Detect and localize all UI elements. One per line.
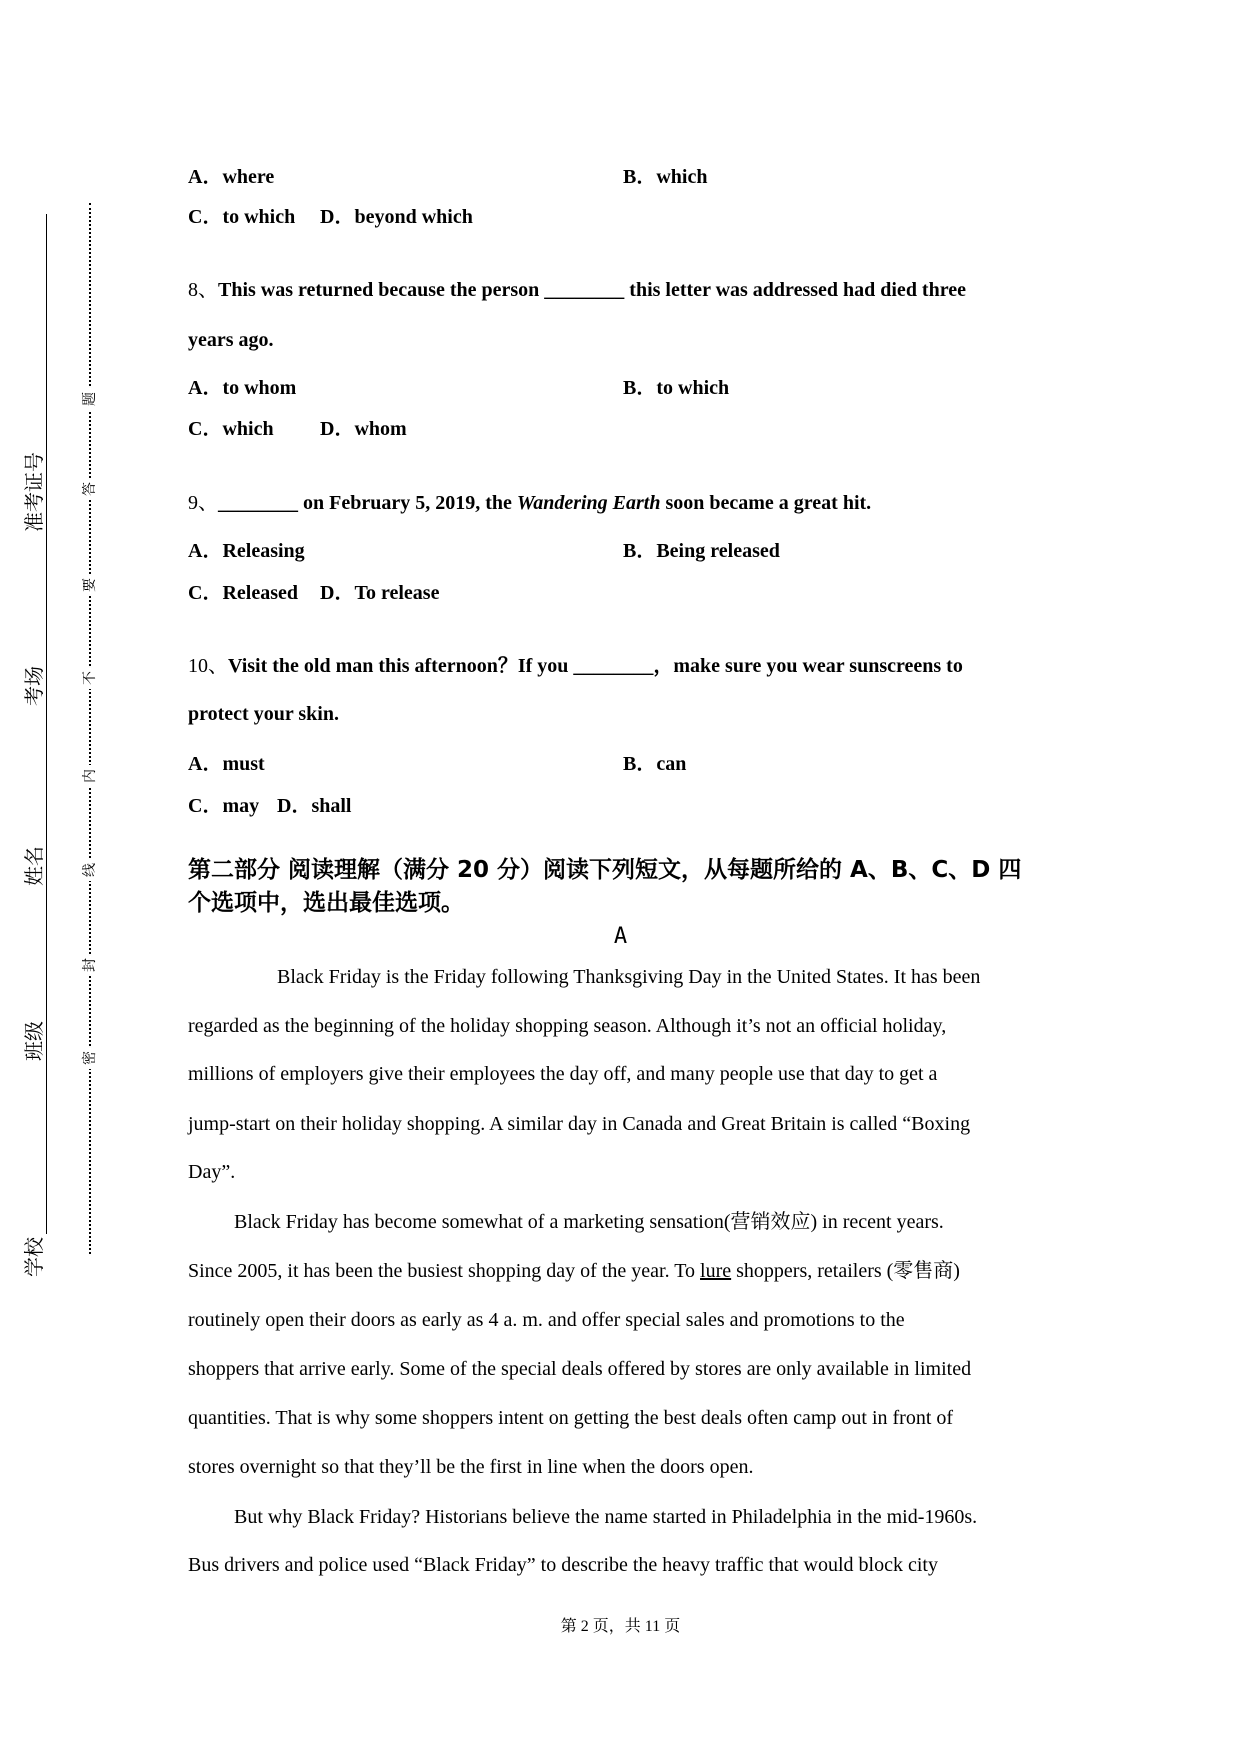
paragraph-text: Since 2005, it has been the busiest shopping day of the year. To	[188, 1260, 701, 1282]
option-text: to which	[222, 206, 296, 228]
paragraph-line: shoppers that arrive early. Some of the special deals offered by stores are only available in limited	[188, 1358, 972, 1380]
paragraph-line: Bus drivers and police used “Black Friday” to describe the heavy traffic that would block city	[188, 1554, 938, 1576]
field-label-school: 学校	[22, 1237, 46, 1277]
seal-notice-char: 线	[83, 859, 97, 881]
option-d	[320, 417, 407, 441]
section-heading-continued: 个选项中，选出最佳选项。	[188, 890, 464, 916]
question-stem-text: This was returned because the person ________ this letter was addressed had died three	[218, 279, 966, 301]
option-label: A．	[188, 540, 223, 562]
option-label: C．	[188, 795, 223, 817]
option-text: Releasing	[222, 540, 305, 562]
option-b	[623, 539, 780, 563]
option-text: where	[222, 166, 275, 188]
option-text: whom	[354, 418, 407, 440]
option-text: shall	[311, 795, 352, 817]
seal-notice-char: 内	[83, 765, 97, 787]
option-text: Released	[222, 582, 298, 604]
option-label: C．	[188, 582, 223, 604]
option-text: to whom	[222, 377, 297, 399]
paragraph-line: jump-start on their holiday shopping. A similar day in Canada and Great Britain is called “Boxing	[188, 1113, 971, 1135]
option-text: To release	[354, 582, 440, 604]
option-label: A．	[188, 377, 223, 399]
paragraph-line: millions of employers give their employees the day off, and many people use that day to get a	[188, 1063, 938, 1085]
movie-title: Wandering Earth	[516, 492, 661, 514]
option-label: B．	[623, 166, 657, 188]
seal-notice-char: 答	[83, 478, 97, 500]
option-c	[188, 417, 274, 441]
paragraph-text: shoppers, retailers (零售商)	[731, 1260, 960, 1282]
option-label: D．	[320, 418, 355, 440]
question-stem-text: Visit the old man this afternoon？If you ________，make sure you wear sunscreens to	[228, 655, 963, 677]
option-d	[320, 581, 439, 605]
option-a	[188, 376, 296, 400]
question-stem	[188, 278, 966, 302]
option-a	[188, 539, 305, 563]
question-stem-continued: years ago.	[188, 329, 274, 351]
passage-title: A	[613, 924, 628, 949]
option-label: A．	[188, 166, 223, 188]
question-number: 10、	[188, 655, 228, 677]
option-a	[188, 165, 274, 189]
option-label: B．	[623, 377, 657, 399]
question-stem	[188, 491, 871, 515]
option-label: D．	[320, 206, 355, 228]
seal-notice-char: 密	[83, 1047, 97, 1069]
paragraph-line: routinely open their doors as early as 4 a. m. and offer special sales and promotions to the	[188, 1309, 905, 1331]
seal-notice-char: 要	[83, 574, 97, 596]
field-label-name: 姓名	[22, 846, 46, 886]
option-b	[623, 376, 729, 400]
option-b	[623, 165, 707, 189]
field-label-class: 班级	[22, 1021, 46, 1061]
option-label: A．	[188, 753, 223, 775]
question-number: 9、	[188, 492, 218, 514]
option-text: which	[656, 166, 708, 188]
seal-notice-char: 不	[83, 667, 97, 689]
option-text: Being released	[656, 540, 780, 562]
field-label-admission-number: 准考证号	[22, 452, 46, 532]
option-text: can	[656, 753, 687, 775]
option-text: must	[222, 753, 265, 775]
paragraph-line: But why Black Friday? Historians believe the name started in Philadelphia in the mid-1960s.	[234, 1506, 978, 1528]
underlined-word: lure	[700, 1260, 732, 1282]
paragraph-line: stores overnight so that they’ll be the first in line when the doors open.	[188, 1456, 754, 1478]
option-d	[320, 205, 473, 229]
option-text: to which	[656, 377, 730, 399]
option-label: D．	[277, 795, 312, 817]
option-c	[188, 581, 298, 605]
question-number: 8、	[188, 279, 218, 301]
binding-solid-line	[46, 214, 47, 1234]
question-stem-continued: protect your skin.	[188, 703, 339, 725]
option-text: may	[222, 795, 260, 817]
option-label: B．	[623, 753, 657, 775]
paragraph-line: Day”.	[188, 1161, 236, 1183]
option-label: C．	[188, 418, 223, 440]
option-a	[188, 752, 265, 776]
option-d	[277, 794, 351, 818]
seal-notice-char: 封	[83, 954, 97, 976]
option-text: which	[222, 418, 274, 440]
paragraph-line	[188, 1259, 960, 1283]
paragraph-line: regarded as the beginning of the holiday shopping season. Although it’s not an official holiday,	[188, 1015, 947, 1037]
option-b	[623, 752, 686, 776]
section-heading: 第二部分 阅读理解（满分 20 分）阅读下列短文，从每题所给的 A、B、C、D 四	[188, 857, 1022, 883]
option-label: B．	[623, 540, 657, 562]
seal-notice-char: 题	[83, 388, 97, 410]
paragraph-line: Black Friday has become somewhat of a marketing sensation(营销效应) in recent years.	[234, 1211, 944, 1233]
page-number: 第 2 页，共 11 页	[560, 1618, 681, 1635]
question-stem-text: ________ on February 5, 2019, the	[218, 492, 517, 514]
option-label: D．	[320, 582, 355, 604]
option-text: beyond which	[354, 206, 473, 228]
question-stem	[188, 654, 963, 678]
option-c	[188, 205, 295, 229]
question-stem-text: soon became a great hit.	[660, 492, 872, 514]
seal-dotted-line	[89, 203, 91, 1254]
paragraph-line: quantities. That is why some shoppers intent on getting the best deals often camp out in front of	[188, 1407, 954, 1429]
option-label: C．	[188, 206, 223, 228]
paragraph-line: Black Friday is the Friday following Thanksgiving Day in the United States. It has been	[277, 966, 981, 988]
field-label-exam-room: 考场	[22, 666, 46, 706]
option-c	[188, 794, 259, 818]
